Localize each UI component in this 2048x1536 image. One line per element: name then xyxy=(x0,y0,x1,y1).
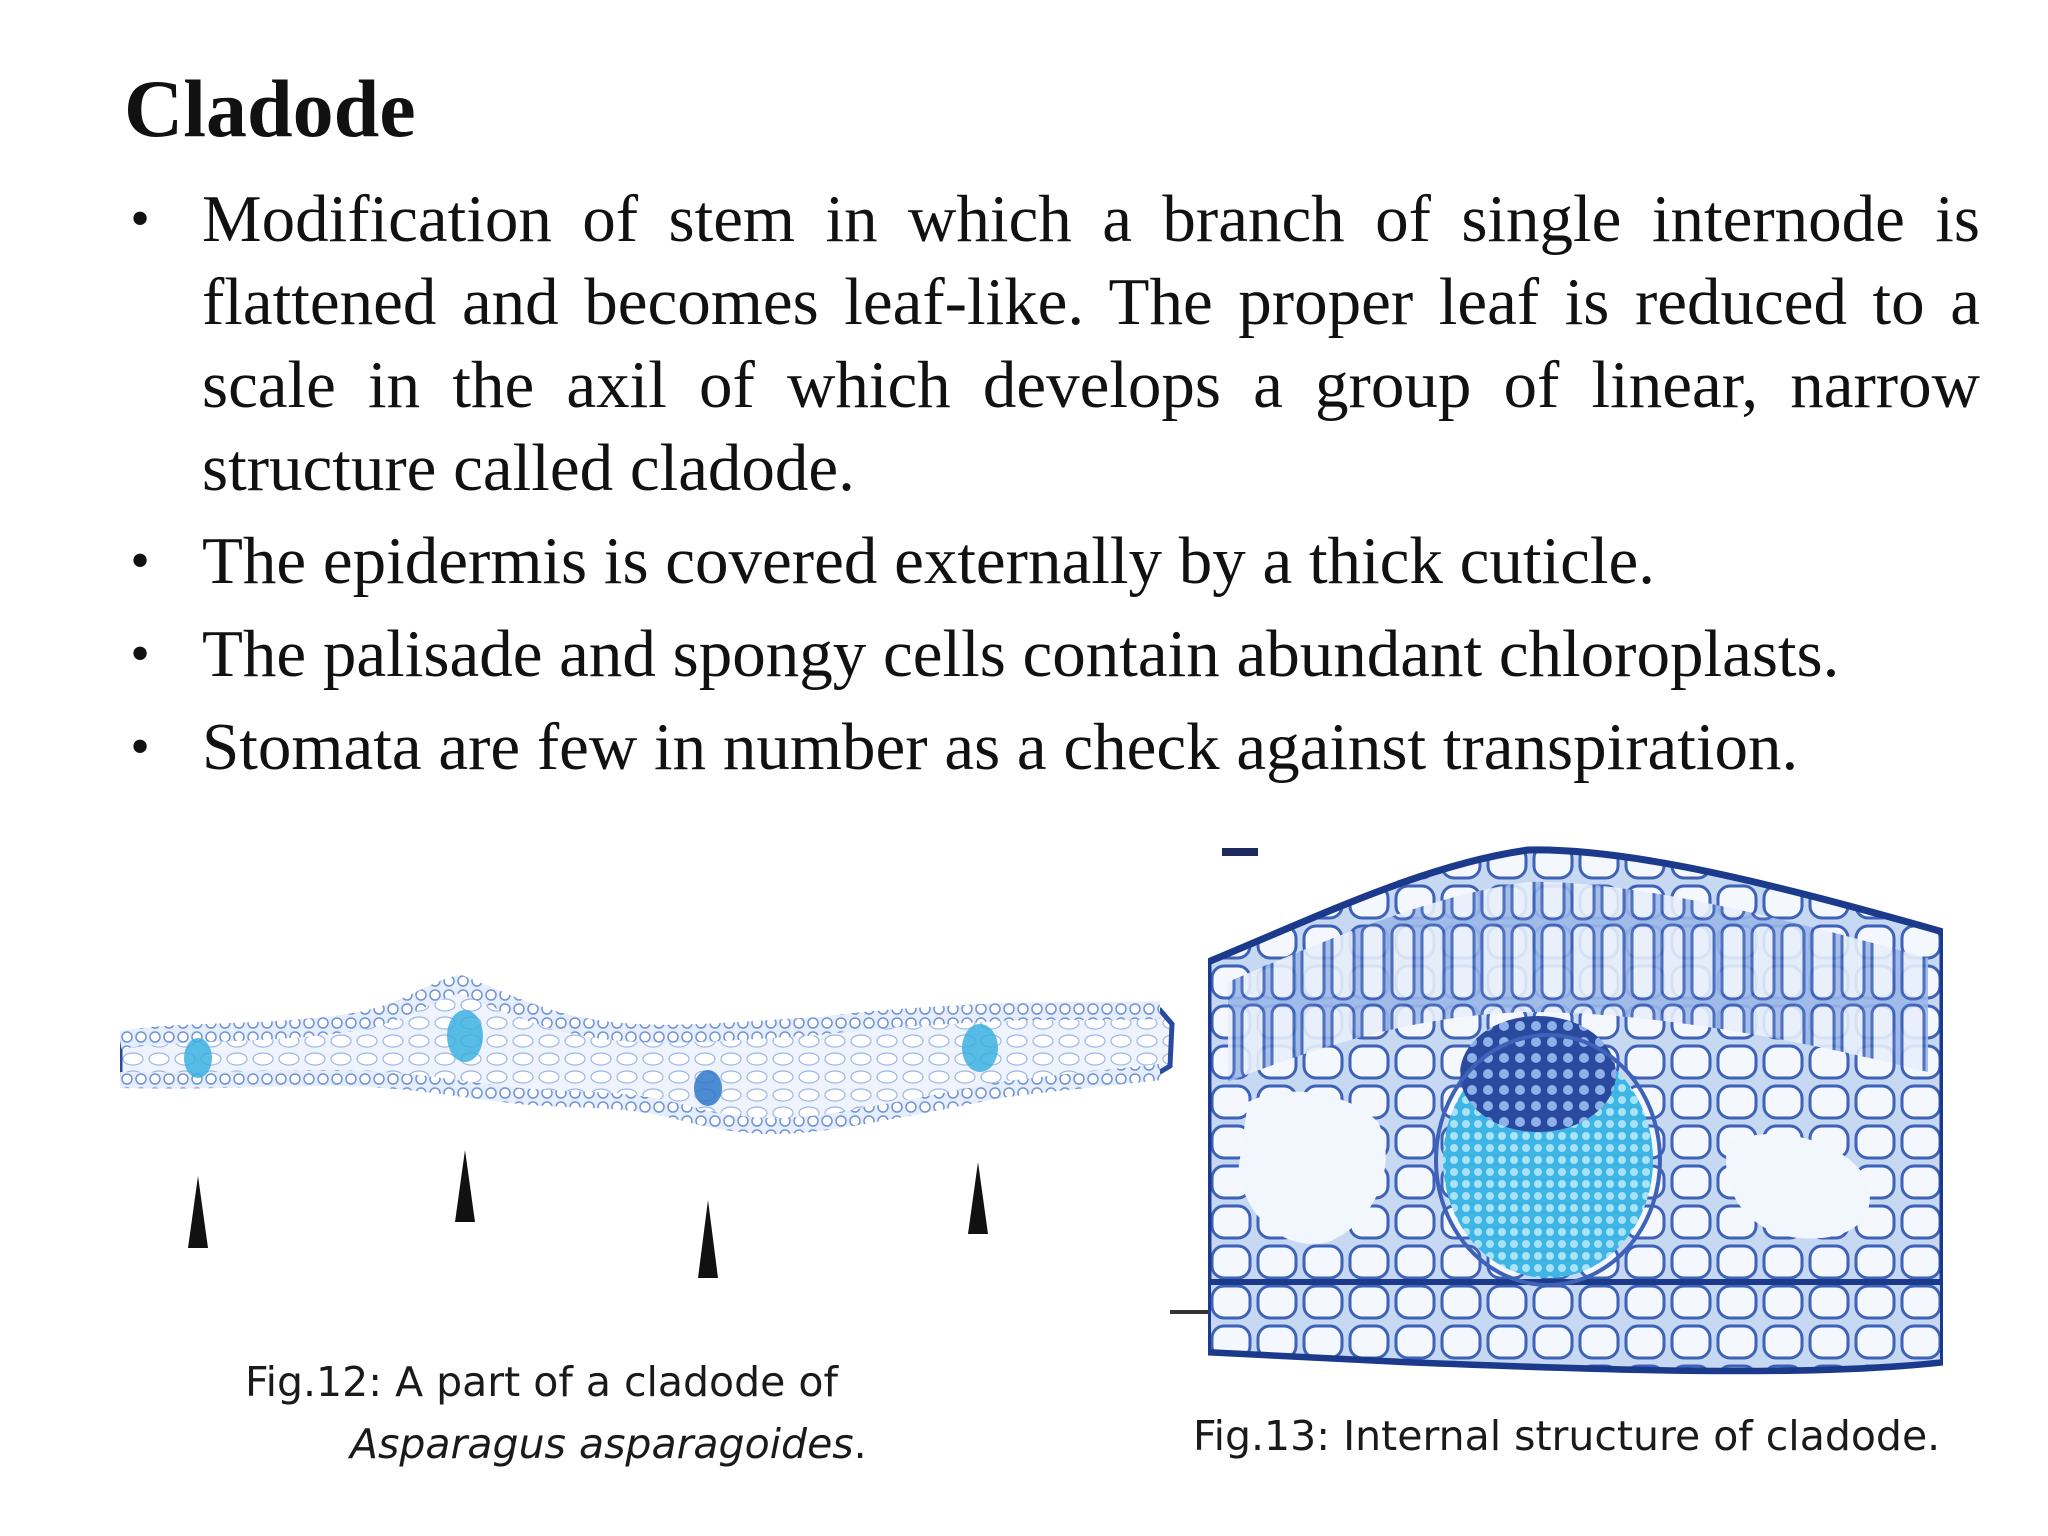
bullet-text: Stomata are few in number as a check against transpiration. xyxy=(202,710,1799,784)
bullet-text: Modification of stem in which a branch of single internode is flattened and becomes leaf-like. The proper leaf is reduced to a scale in the axil of which develops a group of linear, narrow structure called cladode. xyxy=(202,182,1980,505)
fig12-caption-species xyxy=(350,1420,867,1468)
bullet-item xyxy=(120,613,1980,696)
cladode-internal-structure-image xyxy=(1208,842,1943,1397)
species-name: Asparagus asparagoides xyxy=(350,1420,854,1468)
marker-arrow xyxy=(968,1162,988,1234)
marker-arrow xyxy=(698,1200,718,1278)
bullet-dot: • xyxy=(130,716,150,778)
bullet-text: The palisade and spongy cells contain abundant chloroplasts. xyxy=(202,617,1840,691)
bullet-dot: • xyxy=(130,188,150,250)
vascular-bundle xyxy=(962,1024,998,1072)
bullet-dot: • xyxy=(130,530,150,592)
bullet-item xyxy=(120,178,1980,510)
vascular-bundle xyxy=(184,1038,212,1078)
bullet-item xyxy=(120,520,1980,603)
lower-epidermis xyxy=(1208,1282,1943,1371)
marker-arrow xyxy=(455,1150,475,1222)
caption-period: . xyxy=(853,1420,867,1468)
scale-bar xyxy=(1170,1310,1208,1314)
fig13-caption: Fig.13: Internal structure of cladode. xyxy=(1193,1412,1941,1460)
bullet-text: The epidermis is covered externally by a thick cuticle. xyxy=(202,524,1655,598)
xylem xyxy=(1460,1016,1616,1132)
cladode-section-image xyxy=(120,960,1180,1300)
vascular-bundle xyxy=(447,1010,483,1062)
bullet-list xyxy=(120,178,1980,799)
slide-title: Cladode xyxy=(124,63,416,154)
bullet-dot: • xyxy=(130,623,150,685)
fig12-caption: Fig.12: A part of a cladode of xyxy=(245,1358,838,1406)
marker-arrow xyxy=(188,1176,208,1248)
bullet-item xyxy=(120,706,1980,789)
scale-bar xyxy=(1222,848,1258,856)
vascular-bundle xyxy=(694,1070,722,1106)
